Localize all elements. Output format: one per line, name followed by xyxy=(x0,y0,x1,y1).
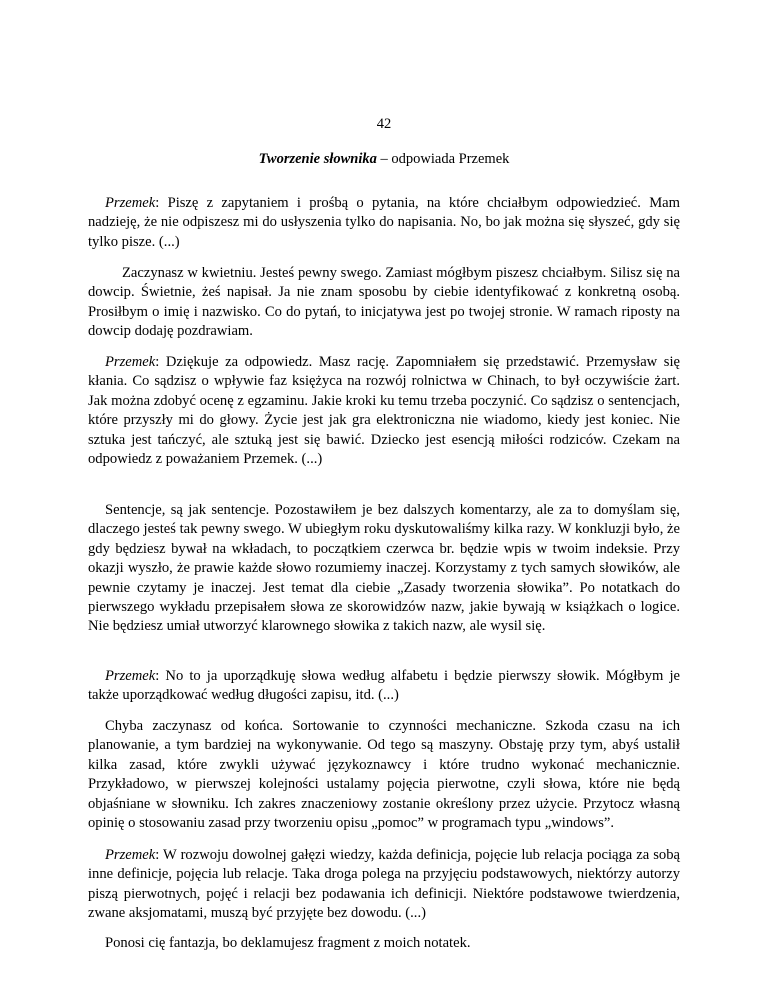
paragraph-5 xyxy=(88,667,680,706)
page-number: 42 xyxy=(376,116,392,132)
paragraph-text: : No to ja uporządkuję słowa według alfabetu i będzie pierwszy słowik. Mógłbym je także uporządkować według długości zapisu, itd. (...) xyxy=(88,668,680,704)
paragraph-text: : Dziękuje za odpowiedz. Masz rację. Zapomniałem się przedstawić. Przemysław się kłania. Co sądzisz o wpływie faz księżyca na rozwój rolnictwa w Chinach, to był oczywiście żart. Jak można zdobyć ocenę z egzaminu. Jakie kroki ku temu trzeba poczynić. Co sądzisz o sentencjach, które przyszły mi do głowy. Życie jest jak gra elektroniczna nie wiadomo, kiedy jest koniec. Nie sztuka jest tańczyć, ale sztuką jest się bawić. Dziecko jest esencją miłości rodziców. Czekam na odpowiedz z poważaniem Przemek. (...) xyxy=(88,354,680,468)
paragraph-text: Ponosi cię fantazja, bo deklamujesz fragment z moich notatek. xyxy=(105,935,471,951)
paragraph-text: : Piszę z zapytaniem i prośbą o pytania, na które chciałbym odpowiedzieć. Mam nadzieję, że nie odpiszesz mi do usłyszenia tylko do napisania. No, bo jak można się słyszeć, gdy się tylko pisze. (...) xyxy=(88,195,680,250)
paragraph-text: : W rozwoju dowolnej gałęzi wiedzy, każda definicja, pojęcie lub relacja pociąga za sobą inne definicje, pojęcia lub relacje. Taka droga polega na przyjęciu podstawowych, niektórzy autorzy piszą pierwotnych, pojęć i relacji bez podawania ich definicji. Niektóre podstawowe twierdzenia, zwane aksjomatami, muszą być przyjęte bez dowodu. (...) xyxy=(88,847,680,922)
paragraph-7 xyxy=(88,846,680,924)
paragraph-2 xyxy=(88,264,680,342)
speaker-name: Przemek xyxy=(105,668,156,684)
paragraph-text: Sentencje, są jak sentencje. Pozostawiłem je bez dalszych komentarzy, ale za to domyślam się, dlaczego jesteś tak pewny swego. W ubiegłym roku dyskutowaliśmy kilka razy. W konkluzji było, że gdy będziesz bywał na wkładach, to początkiem czerwca br. będzie wpis w twoim indeksie. Przy okazji wyszło, że prawie każde słowo rozumiemy inaczej. Korzystamy z tych samych słowików, ale pewnie czytamy je inaczej. Jest temat dla ciebie „Zasady tworzenia słowika”. Po notatkach do pierwszego wykładu przepisałem słowa ze skorowidzów nazw, jakie bywają w książkach o logice. Nie będziesz umiał utworzyć klarownego słowika z takich nazw, ale wysil się. xyxy=(88,502,680,635)
paragraph-1 xyxy=(88,194,680,252)
paragraph-8 xyxy=(88,934,680,953)
speaker-name: Przemek xyxy=(105,195,156,211)
paragraph-3 xyxy=(88,353,680,469)
section-title xyxy=(0,151,768,168)
paragraph-text: Chyba zaczynasz od końca. Sortowanie to czynności mechaniczne. Szkoda czasu na ich planowanie, a tym bardziej na wykonywanie. Od tego są maszyny. Obstaję przy tym, abyś ustalił kilka zasad, które zwykli używać językoznawcy i które trudno wykonać mechanicznie. Przykładowo, w pierwszej kolejności ustalamy pojęcia pierwotne, czyli słowa, które nie będą objaśniane w słowniku. Ich zakres znaczeniowy zostanie określony przez użycie. Przytocz własną opinię o stosowaniu zasad przy tworzeniu opisu „pomoc” w programach typu „windows”. xyxy=(88,718,680,832)
speaker-name: Przemek xyxy=(105,847,156,863)
paragraph-6 xyxy=(88,717,680,833)
paragraph-text: Zaczynasz w kwietniu. Jesteś pewny swego. Zamiast mógłbym piszesz chciałbym. Silisz się na dowcip. Świetnie, żeś napisał. Ja nie znam sposobu by ciebie identyfikować z konkretną osobą. Prosiłbym o imię i nazwisko. Co do pytań, to inicjatywa jest po twojej stronie. W ramach riposty na dowcip dodaję pozdrawiam. xyxy=(88,265,680,340)
speaker-name: Przemek xyxy=(105,354,156,370)
title-italic: Tworzenie słownika xyxy=(258,151,377,167)
title-rest: – odpowiada Przemek xyxy=(376,151,510,167)
paragraph-4 xyxy=(88,501,680,637)
